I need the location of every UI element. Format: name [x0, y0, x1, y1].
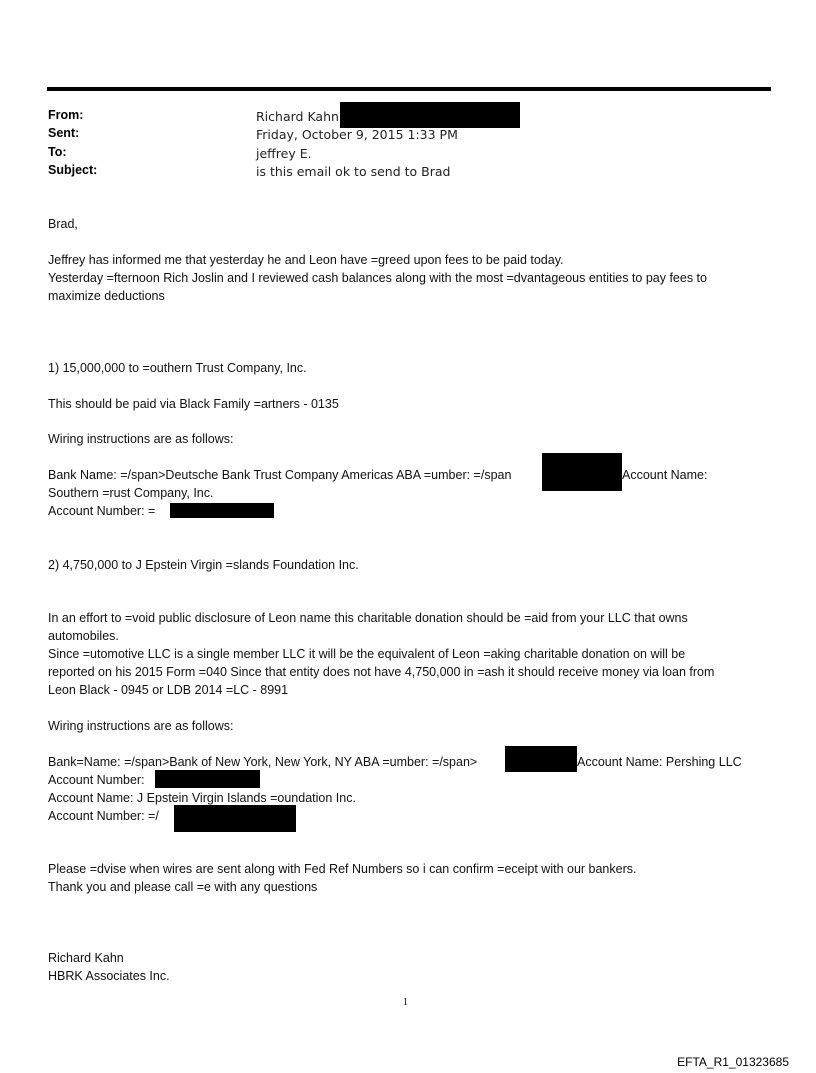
paragraph-1-line-1: Jeffrey has informed me that yesterday he and Leon have =greed upon fees to be paid today. — [48, 253, 564, 267]
signature-company: HBRK Associates Inc. — [48, 969, 170, 983]
redaction-aba-1 — [542, 453, 622, 491]
paragraph-2-line-5: Leon Black - 0945 or LDB 2014 =LC - 8991 — [48, 683, 289, 697]
paragraph-2-line-2: automobiles. — [48, 629, 119, 643]
bank-2-line-a: Bank=Name: =/span>Bank of New York, New York, NY ABA =umber: =/span> — [48, 755, 478, 769]
signature-name: Richard Kahn — [48, 951, 124, 965]
from-value: Richard Kahn — [256, 109, 339, 124]
bank-1-account-number: Account Number: = — [48, 504, 156, 518]
to-value: jeffrey E. — [256, 146, 312, 161]
paragraph-1-line-3: maximize deductions — [48, 289, 165, 303]
redaction-account-2 — [155, 770, 260, 788]
bank-1-line-a: Bank Name: =/span>Deutsche Bank Trust Company Americas ABA =umber: =/span — [48, 468, 512, 482]
header-divider — [47, 87, 771, 91]
bank-1-line-b: Account Name: — [622, 468, 708, 482]
bank-1-line-2: Southern =rust Company, Inc. — [48, 486, 214, 500]
closing-line-2: Thank you and please call =e with any questions — [48, 880, 318, 894]
sent-label: Sent: — [48, 126, 80, 140]
paragraph-2-line-3: Since =utomotive LLC is a single member LLC it will be the equivalent of Leon =aking charitable donation on will be — [48, 647, 686, 661]
paragraph-1-line-2: Yesterday =fternoon Rich Joslin and I reviewed cash balances along with the most =dvantageous entities to pay fees to — [48, 271, 707, 285]
wiring-intro-1: Wiring instructions are as follows: — [48, 432, 234, 446]
subject-label: Subject: — [48, 163, 98, 177]
from-label: From: — [48, 108, 84, 122]
redaction-from-email — [340, 102, 520, 128]
item-2-title: 2) 4,750,000 to J Epstein Virgin =slands Foundation Inc. — [48, 558, 359, 572]
paragraph-2-line-1: In an effort to =void public disclosure of Leon name this charitable donation should be =aid from your LLC that owns — [48, 611, 688, 625]
subject-value: is this email ok to send to Brad — [256, 164, 451, 179]
closing-line-1: Please =dvise when wires are sent along with Fed Ref Numbers so i can confirm =eceipt with our bankers. — [48, 862, 637, 876]
to-label: To: — [48, 145, 67, 159]
item-1-paid-via: This should be paid via Black Family =artners - 0135 — [48, 397, 339, 411]
greeting: Brad, — [48, 217, 78, 231]
wiring-intro-2: Wiring instructions are as follows: — [48, 719, 234, 733]
sent-value: Friday, October 9, 2015 1:33 PM — [256, 127, 458, 142]
bank-2-account-name: Account Name: J Epstein Virgin Islands =oundation Inc. — [48, 791, 356, 805]
paragraph-2-line-4: reported on his 2015 Form =040 Since that entity does not have 4,750,000 in =ash it should receive money via loan from — [48, 665, 715, 679]
bank-2-account-number-2: Account Number: =/ — [48, 809, 159, 823]
redaction-account-1 — [170, 503, 274, 518]
item-1-title: 1) 15,000,000 to =outhern Trust Company, Inc. — [48, 361, 307, 375]
bank-2-line-b: Account Name: Pershing LLC — [577, 755, 742, 769]
document-id: EFTA_R1_01323685 — [677, 1055, 789, 1069]
page-number: 1 — [403, 997, 408, 1008]
bank-2-account-number: Account Number: — [48, 773, 145, 787]
redaction-account-3 — [174, 805, 296, 832]
redaction-aba-2 — [505, 746, 577, 772]
